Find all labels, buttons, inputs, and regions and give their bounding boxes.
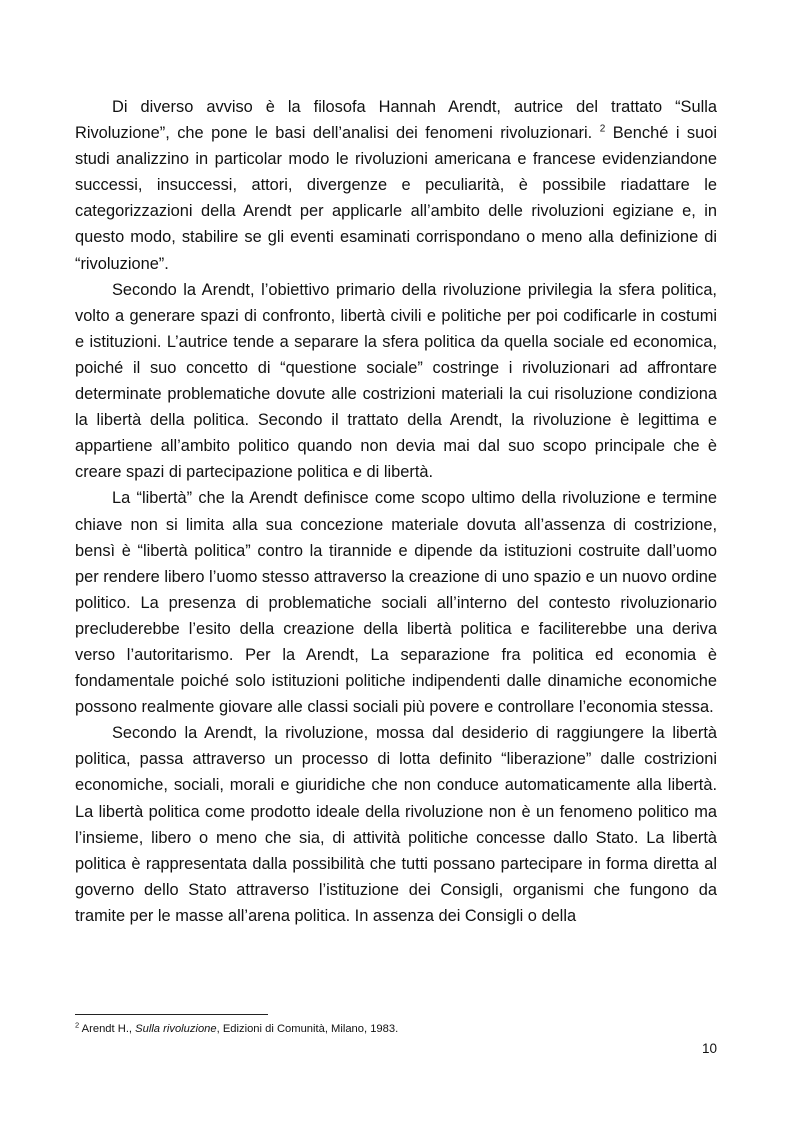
page-number: 10 bbox=[701, 1041, 717, 1056]
footnote-author: Arendt H., bbox=[81, 1023, 136, 1035]
paragraph-1-text-b: Benché i suoi studi analizzino in particolar modo le rivoluzioni americana e francese evidenziandone successi, insuccessi, attori, divergenze e peculiarità, è possibile riadattare le categorizzazioni della Arendt per applicarle all’ambito delle rivoluzioni egiziane e, in questo modo, stabilire se gli eventi esaminati corrispondano o meno alla definizione di “rivoluzione”. bbox=[75, 124, 718, 273]
footnote-number: 2 bbox=[75, 1020, 80, 1030]
paragraph-2: Secondo la Arendt, l’obiettivo primario della rivoluzione privilegia la sfera politica, volto a generare spazi di confronto, libertà civili e politiche per poi codificarle in costumi e istituzioni. L’autrice tende a separare la sfera politica da quella sociale ed economica, poiché il suo concetto di “questione sociale” costringe i rivoluzionari ad affrontare determinate problematiche dovute alle costrizioni materiali la cui risoluzione condiziona la libertà della politica. Secondo il trattato della Arendt, la rivoluzione è legittima e appartiene all’ambito politico quando non devia mai dal suo scopo principale che è creare spazi di partecipazione politica e di libertà. bbox=[75, 280, 717, 482]
footnote-title: Sulla rivoluzione bbox=[135, 1023, 217, 1035]
footnote-reference[interactable]: 2 bbox=[599, 123, 606, 135]
footnote bbox=[75, 1022, 717, 1037]
footnote-separator bbox=[75, 1014, 268, 1015]
paragraph-4: Secondo la Arendt, la rivoluzione, mossa dal desiderio di raggiungere la libertà politica, passa attraverso un processo di lotta definito “liberazione” dalle costrizioni economiche, sociali, morali e giuridiche che non conduce automaticamente alla libertà. La libertà politica come prodotto ideale della rivoluzione non è un fenomeno politico ma l’insieme, libero o meno che sia, di attività politiche concesse dallo Stato. La libertà politica è rappresentata dalla possibilità che tutti possano partecipare in forma diretta al governo dello Stato attraverso l’istituzione dei Consigli, organismi che fungono da tramite per le masse all’arena politica. In assenza dei Consigli o della bbox=[75, 724, 717, 925]
body-text bbox=[75, 94, 717, 929]
footnote-rest: , Edizioni di Comunità, Milano, 1983. bbox=[216, 1023, 399, 1035]
paragraph-3: La “libertà” che la Arendt definisce come scopo ultimo della rivoluzione e termine chiave non si limita alla sua concezione materiale dovuta all’assenza di costrizione, bensì è “libertà politica” contro la tirannide e dipende da istituzioni costruite dall’uomo per rendere libero l’uomo stesso attraverso la creazione di uno spazio e un nuovo ordine politico. La presenza di problematiche sociali all’interno del contesto rivoluzionario precluderebbe l’esito della creazione della libertà politica e faciliterebbe una deriva verso l’autoritarismo. Per la Arendt, La separazione fra politica ed economia è fondamentale poiché solo istituzioni politiche indipendenti dalle dinamiche economiche possono realmente giovare alle classi sociali più povere e controllare l’economia stessa. bbox=[75, 489, 717, 717]
paragraph-1-text-a: Di diverso avviso è la filosofa Hannah Arendt, autrice del trattato “Sulla Rivoluzione”, che pone le basi dell’analisi dei fenomeni rivoluzionari. bbox=[75, 98, 717, 143]
paragraph-1 bbox=[75, 94, 717, 277]
